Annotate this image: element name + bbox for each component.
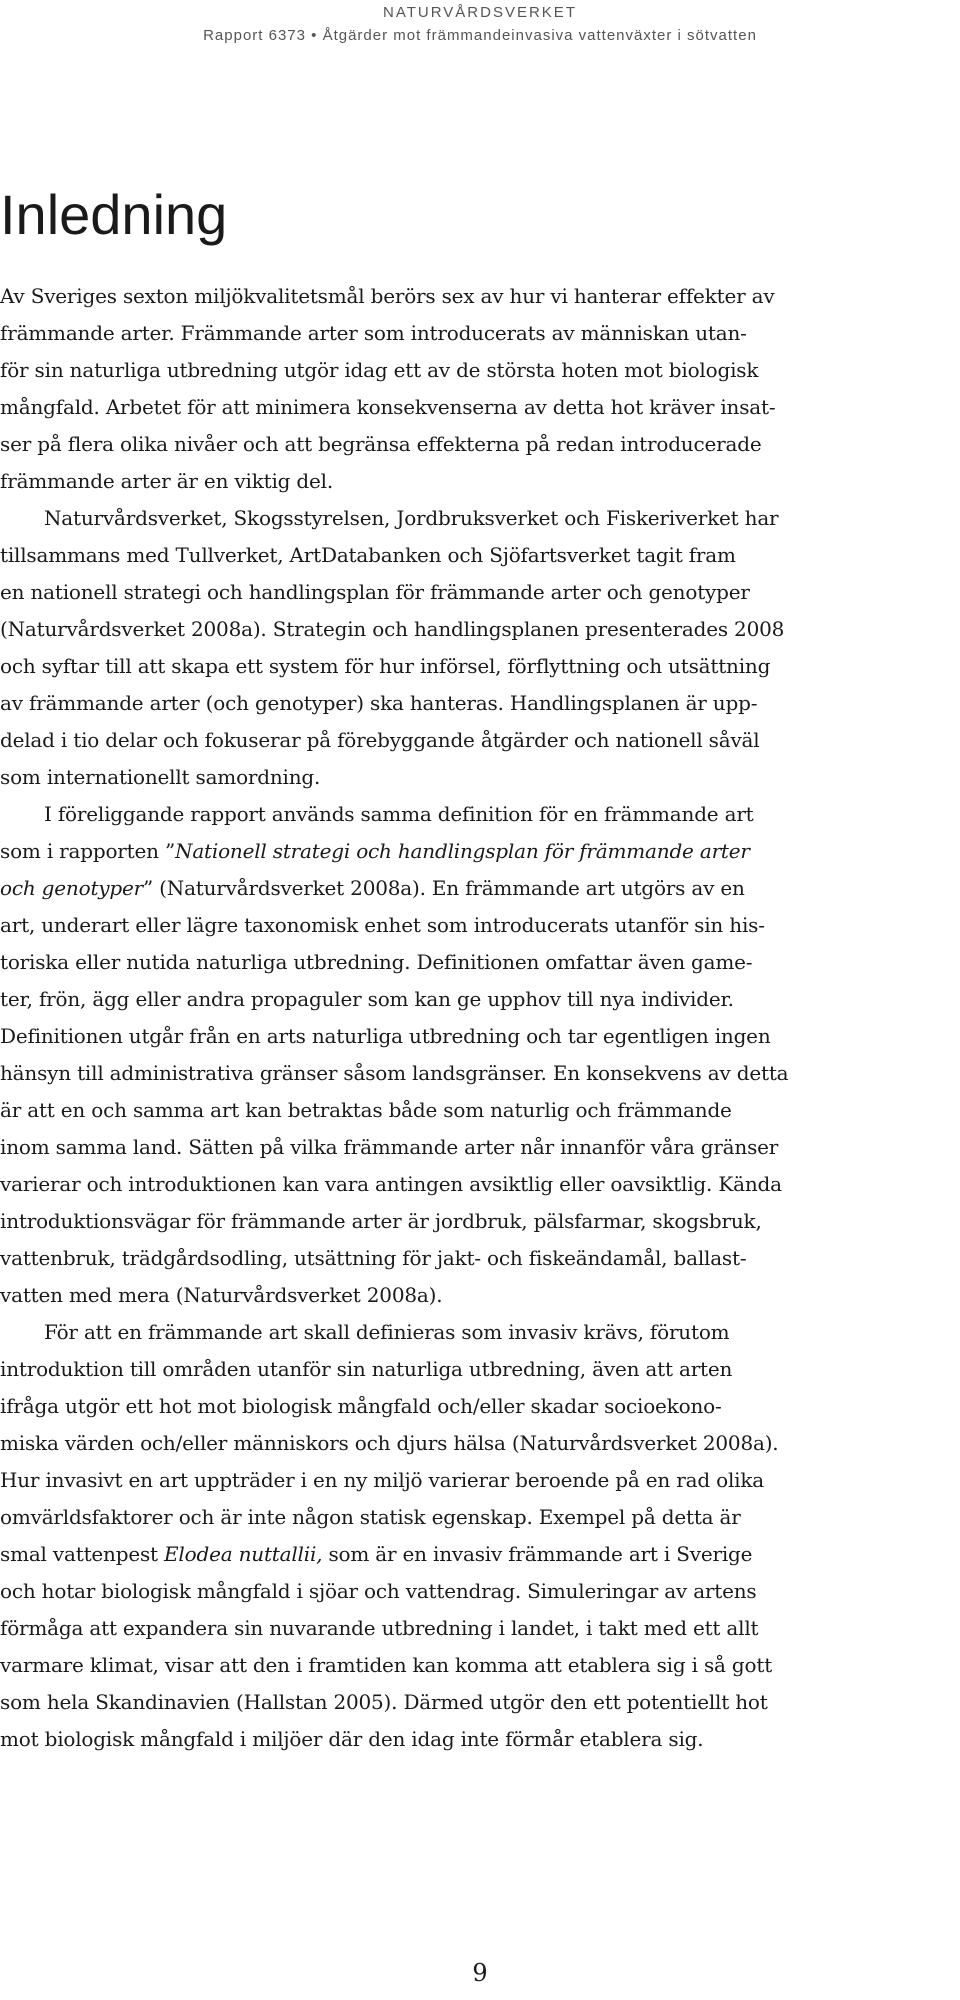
text-line — [0, 1610, 960, 1647]
text-segment: inom samma land. Sätten på vilka främmande arter når innanför våra gränser — [0, 1135, 779, 1159]
text-line — [0, 1425, 960, 1462]
body-text — [0, 278, 960, 1758]
text-line — [0, 1721, 960, 1758]
text-line: mångfald. Arbetet för att minimera konsekvenserna av detta hot kräver insat- — [0, 395, 776, 419]
text-segment: som är en invasiv främmande art i Sverige — [322, 1542, 753, 1566]
text-line: främmande arter. Främmande arter som introducerats av människan utan- — [0, 321, 747, 345]
text-segment: är att en och samma art kan betraktas både som naturlig och främmande — [0, 1098, 732, 1122]
text-segment: varierar och introduktionen kan vara antingen avsiktlig eller oavsiktlig. Kända — [0, 1172, 782, 1196]
text-line — [0, 944, 960, 981]
text-line: och syftar till att skapa ett system för hur införsel, förflyttning och utsättning — [0, 654, 771, 678]
text-segment: ter, frön, ägg eller andra propaguler som kan ge upphov till nya individer. — [0, 987, 734, 1011]
header-organization: NATURVÅRDSVERKET — [383, 4, 577, 21]
text-line: (Naturvårdsverket 2008a). Strategin och handlingsplanen presenterades 2008 — [0, 617, 785, 641]
text-line — [0, 1203, 960, 1240]
header-report-line: Rapport 6373 • Åtgärder mot främmandeinvasiva vattenväxter i sötvatten — [203, 27, 757, 44]
text-segment: introduktion till områden utanför sin naturliga utbredning, även att arten — [0, 1357, 733, 1381]
text-line: för sin naturliga utbredning utgör idag ett av de största hoten mot biologisk — [0, 358, 759, 382]
paragraph-4 — [0, 1314, 960, 1758]
text-segment: och hotar biologisk mångfald i sjöar och vattendrag. Simuleringar av artens — [0, 1579, 757, 1603]
text-line: av främmande arter (och genotyper) ska hanteras. Handlingsplanen är upp- — [0, 691, 758, 715]
text-line — [0, 1018, 960, 1055]
text-segment: som hela Skandinavien (Hallstan 2005). Därmed utgör den ett potentiellt hot — [0, 1690, 768, 1714]
text-segment: För att en främmande art skall definieras som invasiv krävs, förutom — [44, 1320, 730, 1344]
text-segment: smal vattenpest — [0, 1542, 165, 1566]
text-line — [0, 1499, 960, 1536]
text-segment: varmare klimat, visar att den i framtiden kan komma att etablera sig i så gott — [0, 1653, 773, 1677]
text-line — [0, 1462, 960, 1499]
text-line — [0, 981, 960, 1018]
text-line — [0, 1092, 960, 1129]
text-line: Naturvårdsverket, Skogsstyrelsen, Jordbruksverket och Fiskeriverket har — [44, 506, 779, 530]
text-line — [0, 1055, 960, 1092]
text-line — [0, 1573, 960, 1610]
text-line: främmande arter är en viktig del. — [0, 469, 334, 493]
text-line — [0, 1536, 960, 1573]
text-segment: toriska eller nutida naturliga utbredning. Definitionen omfattar även game- — [0, 950, 753, 974]
text-line — [0, 1351, 960, 1388]
paragraph-2 — [0, 500, 960, 796]
text-segment: art, underart eller lägre taxonomisk enhet som introducerats utanför sin his- — [0, 913, 765, 937]
text-line — [0, 1388, 960, 1425]
chapter-title: Inledning — [0, 183, 228, 246]
text-segment: miska värden och/eller människors och djurs hälsa (Naturvårdsverket 2008a). — [0, 1431, 779, 1455]
text-line — [0, 907, 960, 944]
text-segment: ifråga utgör ett hot mot biologisk mångfald och/eller skadar socioekono- — [0, 1394, 722, 1418]
text-line — [0, 1240, 960, 1277]
paragraph-3 — [0, 796, 960, 1314]
text-segment: vatten med mera (Naturvårdsverket 2008a). — [0, 1283, 443, 1307]
text-line — [0, 1684, 960, 1721]
text-line: tillsammans med Tullverket, ArtDatabanken och Sjöfartsverket tagit fram — [0, 543, 736, 567]
text-segment: Definitionen utgår från en arts naturliga utbredning och tar egentligen ingen — [0, 1024, 771, 1048]
text-line: en nationell strategi och handlingsplan för främmande arter och genotyper — [0, 580, 750, 604]
text-line — [0, 1166, 960, 1203]
text-segment: omvärldsfaktorer och är inte någon statisk egenskap. Exempel på detta är — [0, 1505, 741, 1529]
text-line: ser på flera olika nivåer och att begränsa effekterna på redan introducerade — [0, 432, 762, 456]
paragraph-1 — [0, 278, 960, 500]
running-header — [0, 3, 960, 46]
text-line — [0, 870, 960, 907]
italic-text: och genotyper — [0, 876, 143, 900]
text-line — [0, 1129, 960, 1166]
text-segment: ” (Naturvårdsverket 2008a). En främmande art utgörs av en — [142, 876, 745, 900]
text-segment: I föreliggande rapport används samma definition för en främmande art — [44, 802, 754, 826]
text-line: Av Sveriges sexton miljökvalitetsmål berörs sex av hur vi hanterar effekter av — [0, 284, 775, 308]
text-line — [0, 1277, 960, 1314]
italic-text: Elodea nuttallii, — [164, 1542, 323, 1566]
text-line — [0, 833, 960, 870]
text-line — [0, 1314, 960, 1351]
text-segment: hänsyn till administrativa gränser såsom landsgränser. En konsekvens av detta — [0, 1061, 789, 1085]
text-segment: förmåga att expandera sin nuvarande utbredning i landet, i takt med ett allt — [0, 1616, 759, 1640]
text-line: delad i tio delar och fokuserar på förebyggande åtgärder och nationell såväl — [0, 728, 760, 752]
text-line — [0, 1647, 960, 1684]
text-segment: vattenbruk, trädgårdsodling, utsättning för jakt- och fiskeändamål, ballast- — [0, 1246, 747, 1270]
text-segment: mot biologisk mångfald i miljöer där den idag inte förmår etablera sig. — [0, 1727, 704, 1751]
text-segment: introduktionsvägar för främmande arter är jordbruk, pälsfarmar, skogsbruk, — [0, 1209, 762, 1233]
page-number: 9 — [472, 1959, 488, 1987]
text-segment: som i rapporten ” — [0, 839, 176, 863]
text-line: som internationellt samordning. — [0, 765, 321, 789]
text-line — [0, 796, 960, 833]
text-segment: Hur invasivt en art uppträder i en ny miljö varierar beroende på en rad olika — [0, 1468, 764, 1492]
italic-text: Nationell strategi och handlingsplan för främmande arter — [175, 839, 750, 863]
